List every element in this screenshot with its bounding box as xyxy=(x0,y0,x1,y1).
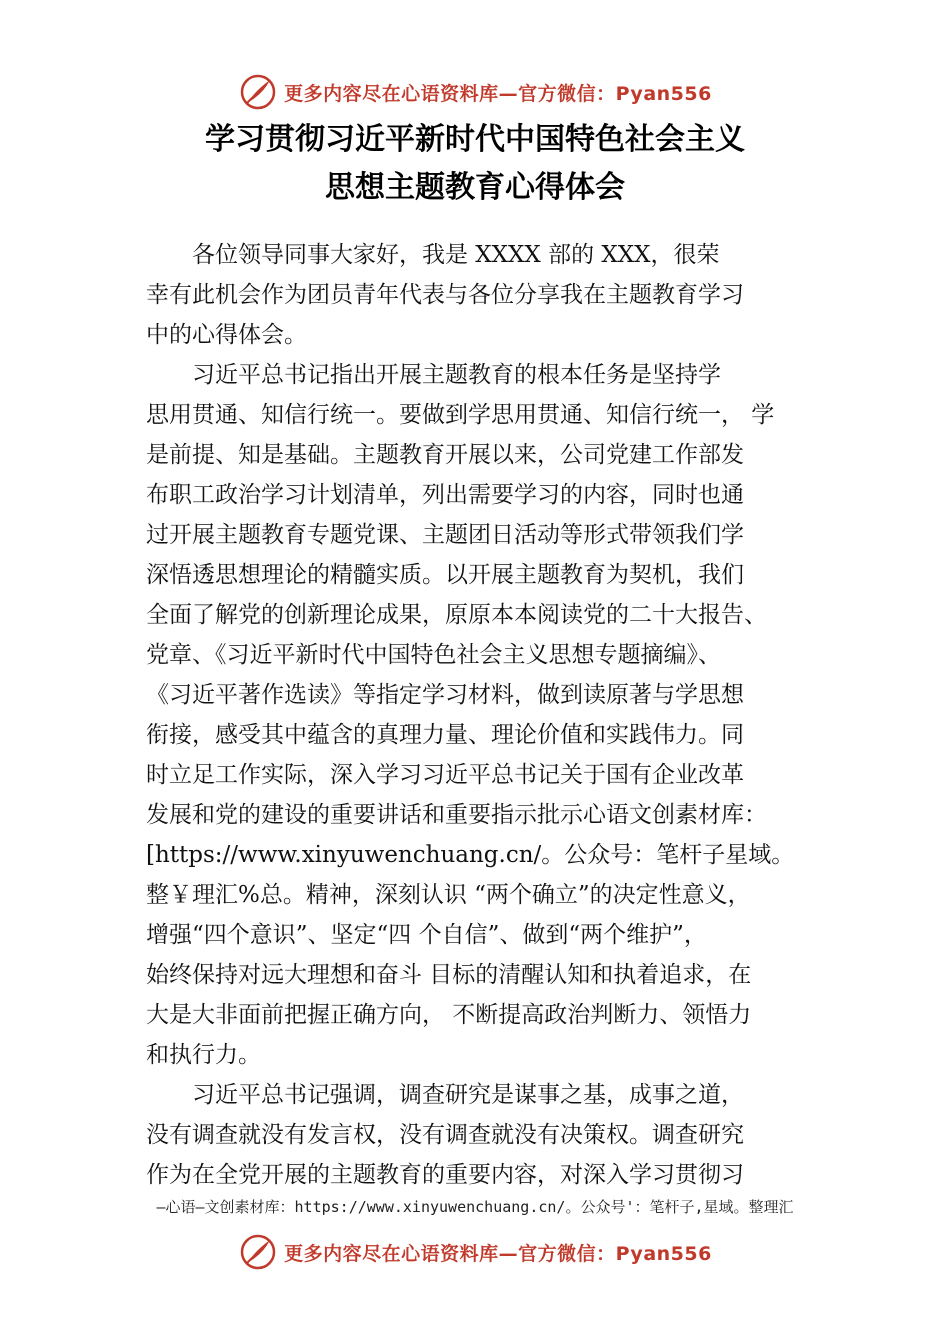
body-line: 时立足工作实际，深入学习习近平总书记关于国有企业改革 xyxy=(146,762,744,788)
footer-banner-text: 更多内容尽在心语资料库—官方微信：Pyan556 xyxy=(284,1242,712,1265)
body-line: 是前提、知是基础。主题教育开展以来，公司党建工作部发 xyxy=(146,442,744,468)
body-line: 发展和党的建设的重要讲话和重要指示批示心语文创素材库： xyxy=(146,802,767,828)
document-body xyxy=(146,235,836,1195)
body-line: 过开展主题教育专题党课、主题团日活动等形式带领我们学 xyxy=(146,522,744,548)
body-line: 衔接，感受其中蕴含的真理力量、理论价值和实践伟力。同 xyxy=(146,722,744,748)
body-line: 大是大非面前把握正确方向， 不断提高政治判断力、领悟力 xyxy=(146,1002,752,1028)
quill-pen-logo-icon xyxy=(238,1232,278,1272)
body-line: 思用贯通、知信行统一。要做到学思用贯通、知信行统一， 学 xyxy=(146,402,775,428)
body-line: 始终保持对远大理想和奋斗 目标的清醒认知和执着追求，在 xyxy=(146,962,752,988)
body-line: [https://www.xinyuwenchuang.cn/。公众号：笔杆子星域。 xyxy=(146,842,795,868)
body-line: 作为在全党开展的主题教育的重要内容，对深入学习贯彻习 xyxy=(146,1162,744,1188)
body-line: 全面了解党的创新理论成果，原原本本阅读党的二十大报告、 xyxy=(146,602,767,628)
header-banner xyxy=(0,72,950,112)
body-line: 和执行力。 xyxy=(146,1042,261,1068)
body-line: 增强“四个意识”、坚定“四 个自信”、做到“两个维护”， xyxy=(146,922,707,948)
body-line: 党章、《习近平新时代中国特色社会主义思想专题摘编》、 xyxy=(146,642,721,668)
body-line: 幸有此机会作为团员青年代表与各位分享我在主题教育学习 xyxy=(146,282,744,308)
body-line: 《习近平著作选读》等指定学习材料，做到读原著与学思想 xyxy=(146,682,744,708)
document-title-line-1: 学习贯彻习近平新时代中国特色社会主义 xyxy=(205,122,745,157)
body-line: 整￥理汇%总。精神，深刻认识 “两个确立”的决定性意义， xyxy=(146,882,751,908)
body-line: 各位领导同事大家好，我是 XXXX 部的 XXX，很荣 xyxy=(192,242,720,268)
body-line: 习近平总书记强调，调查研究是谋事之基，成事之道， xyxy=(192,1082,744,1108)
footer-source-note: —心语—文创素材库：https://www.xinyuwenchuang.cn/。公众号'：笔杆子,星域。整理汇 xyxy=(156,1198,794,1216)
header-banner-text: 更多内容尽在心语资料库—官方微信：Pyan556 xyxy=(284,82,712,105)
body-line: 中的心得体会。 xyxy=(146,322,307,348)
body-line: 习近平总书记指出开展主题教育的根本任务是坚持学 xyxy=(192,362,721,388)
document-title-line-2: 思想主题教育心得体会 xyxy=(325,170,625,205)
footer-banner xyxy=(0,1232,950,1272)
quill-pen-logo-icon xyxy=(238,72,278,112)
body-line: 布职工政治学习计划清单，列出需要学习的内容，同时也通 xyxy=(146,482,744,508)
body-line: 深悟透思想理论的精髓实质。以开展主题教育为契机，我们 xyxy=(146,562,744,588)
body-line: 没有调查就没有发言权，没有调查就没有决策权。调查研究 xyxy=(146,1122,744,1148)
